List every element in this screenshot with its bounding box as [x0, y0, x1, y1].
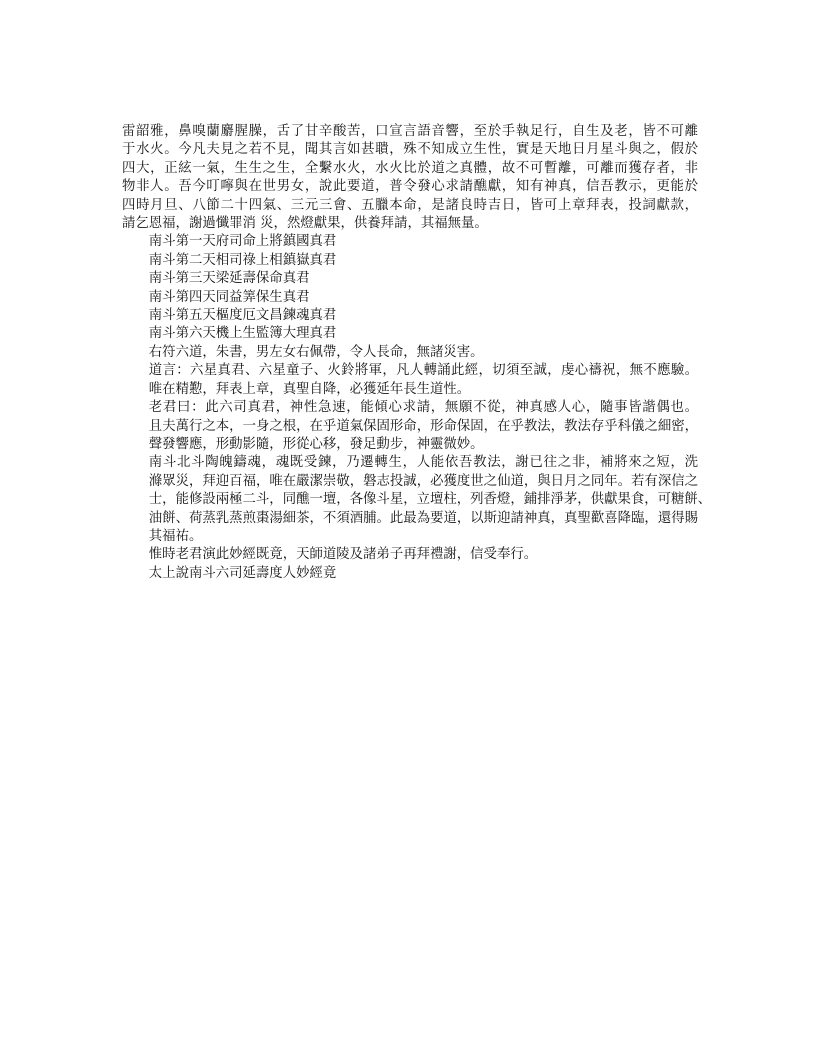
text-line: 于水火。今凡夫見之若不見，聞其言如甚聵，殊不知成立生性，實是天地日月星斗與之，假於 [122, 142, 698, 158]
text-line: 南斗第三天梁延壽保命真君 [148, 271, 310, 287]
paragraph-p3 [122, 252, 698, 270]
text-line: 且夫萬行之本，一身之根，在乎道氣保固形命，形命保固，在乎教法，教法存乎科儀之細密， [148, 418, 698, 434]
text-line: 四時月旦、八節二十四氣、三元三會、五臘本命，是諸良時吉日，皆可上章拜表，投詞獻款， [122, 197, 698, 213]
paragraph-p9 [122, 362, 698, 399]
text-line: 南斗北斗陶魄鑄魂，魂既受鍊，乃遷轉生，人能依吾教法，謝已往之非，補將來之短，洗 [148, 455, 698, 471]
text-line: 滌眾災，拜迎百福，唯在嚴潔崇敬，磐志投誠，必獲度世之仙道，與日月之同年。若有深信之 [148, 473, 698, 489]
paragraph-p5 [122, 289, 698, 307]
text-line: 唯在精懃，拜表上章，真聖自降，必獲延年長生道性。 [148, 381, 471, 397]
paragraph-p6 [122, 307, 698, 325]
text-line: 其福祐。 [148, 528, 203, 544]
text-line: 惟時老君演此妙經既竟，天師道陵及諸弟子再拜禮謝，信受奉行。 [148, 547, 538, 563]
text-line: 物非人。吾今叮嚀與在世男女，說此要道，普令發心求請醮獻，知有神真，信吾教示，更能於 [122, 179, 698, 195]
text-line: 南斗第五天樞度厄文昌鍊魂真君 [148, 308, 337, 324]
paragraph-p10 [122, 399, 698, 454]
text-line: 油餅、荷蒸乳蒸煎棗湯細茶，不須酒脯。此最為要道，以斯迎請神真，真聖歡喜降臨，還得賜 [148, 510, 698, 526]
paragraph-p13 [122, 565, 698, 583]
text-line: 南斗第二天相司祿上相鎮嶽真君 [148, 252, 337, 268]
paragraph-p12 [122, 546, 698, 564]
paragraph-p2 [122, 233, 698, 251]
text-line: 南斗第四天同益筭保生真君 [148, 289, 310, 305]
text-line: 士，能修設兩極二斗，同醮一壇，各像斗星，立壇柱，列香燈，鋪排淨茅，供獻果食，可糖餅、 [148, 492, 712, 508]
document-body [122, 123, 712, 583]
paragraph-p11 [122, 454, 712, 546]
text-line: 聲發響應，形動影隨，形從心移，發足動步，神靈微妙。 [148, 436, 484, 452]
text-line: 南斗第六天機上生監簿大理真君 [148, 326, 337, 342]
text-line: 道言：六星真君、六星童子、火鈴將軍，凡人轉誦此經，切須至誠，虔心禱祝，無不應驗。 [148, 363, 698, 379]
paragraph-p8 [122, 344, 698, 362]
text-line: 老君曰：此六司真君，神性急速，能傾心求請，無願不從，神真感人心，隨事皆諧偶也。 [148, 400, 698, 416]
text-line: 請乞恩福，謝過懺罪消 災，然燈獻果，供養拜請，其福無量。 [122, 216, 488, 232]
text-line: 右符六道，朱書，男左女右佩帶，令人長命，無諸災害。 [148, 344, 484, 360]
paragraph-p1 [122, 123, 698, 233]
text-line: 雷韶雅，鼻嗅蘭麝腥臊，舌了甘辛酸苦，口宣言語音響，至於手執足行，自生及老，皆不可離 [122, 124, 698, 139]
text-line: 太上說南斗六司延壽度人妙經竟 [148, 565, 337, 581]
text-line: 四大，正絃一氣，生生之生，全繫水火，水火比於道之真體，故不可暫離，可離而獲存者，非 [122, 160, 698, 176]
text-line: 南斗第一天府司命上將鎮國真君 [148, 234, 337, 250]
paragraph-p4 [122, 270, 698, 288]
paragraph-p7 [122, 325, 698, 343]
